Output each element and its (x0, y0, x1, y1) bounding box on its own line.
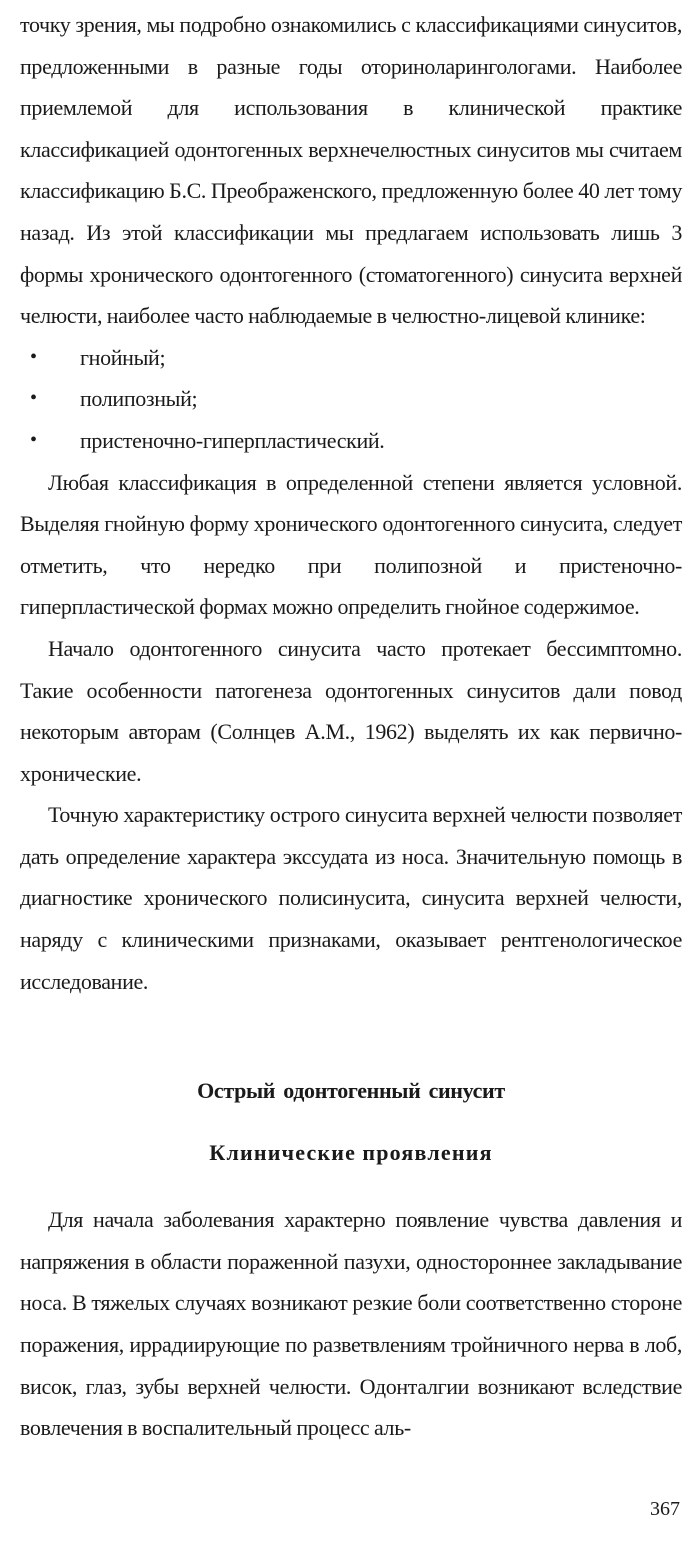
bullet-icon: • (30, 345, 37, 368)
list-item-label: гнойный; (80, 344, 166, 370)
bullet-icon: • (30, 387, 37, 410)
page-number: 367 (650, 1498, 680, 1520)
paragraph-classification-conditional: Любая классификация в определенной степени является условной. Выделяя гнойную форму хронического одонтогенного синусита, следует отметить, что нередко при полипозной и пристеночно-гиперпластической формах можно определить гнойное содержимое. (20, 469, 682, 620)
paragraph-diagnostics: Точную характеристику острого синусита верхней челюсти позволяет дать определение характера экссудата из носа. Значительную помощь в диагностике хронического полисинусита, синусита верхней челюсти, наряду с клиническими признаками, оказывает рентгенологическое исследование. (20, 802, 682, 994)
section-title: Острый одонтогенный синусит (197, 1078, 505, 1104)
page-body (20, 4, 682, 1449)
subsection-title: Клинические проявления (209, 1140, 493, 1166)
list-item-parietal-hyperplastic (20, 420, 682, 462)
list-item-purulent (20, 337, 682, 379)
paragraph-classification-intro: точку зрения, мы подробно ознакомились с классификациями синуситов, предложенными в разные годы оториноларингологами. Наиболее приемлемой для использования в клинической практике классификацией одонтогенных верхнечелюстных синуситов мы считаем классификацию Б.С. Преображенского, предложенную более 40 лет тому назад. Из этой классификации мы предлагаем использовать лишь 3 формы хронического одонтогенного (стоматогенного) синусита верхней челюсти, наиболее часто наблюдаемые в челюстно-лицевой клинике: (20, 12, 682, 329)
sinusitis-forms-list (20, 337, 682, 462)
list-item-polypous (20, 378, 682, 420)
paragraph-clinical-onset: Для начала заболевания характерно появление чувства давления и напряжения в области пораженной пазухи, одностороннее закладывание носа. В тяжелых случаях возникают резкие боли соответственно стороне поражения, иррадиирующие по разветвлениям тройничного нерва в лоб, висок, глаз, зубы верхней челюсти. Одонталгии возникают вследствие вовлечения в воспалительный процесс аль- (20, 1207, 682, 1441)
paragraph-asymptomatic-onset: Начало одонтогенного синусита часто протекает бессимптомно. Такие особенности патогенеза одонтогенных синуситов дали повод некоторым авторам (Солнцев А.М., 1962) выделять их как первично-хронические. (20, 635, 682, 786)
list-item-label: пристеночно-гиперпластический. (80, 427, 385, 453)
list-item-label: полипозный; (80, 386, 198, 412)
bullet-icon: • (30, 428, 37, 451)
